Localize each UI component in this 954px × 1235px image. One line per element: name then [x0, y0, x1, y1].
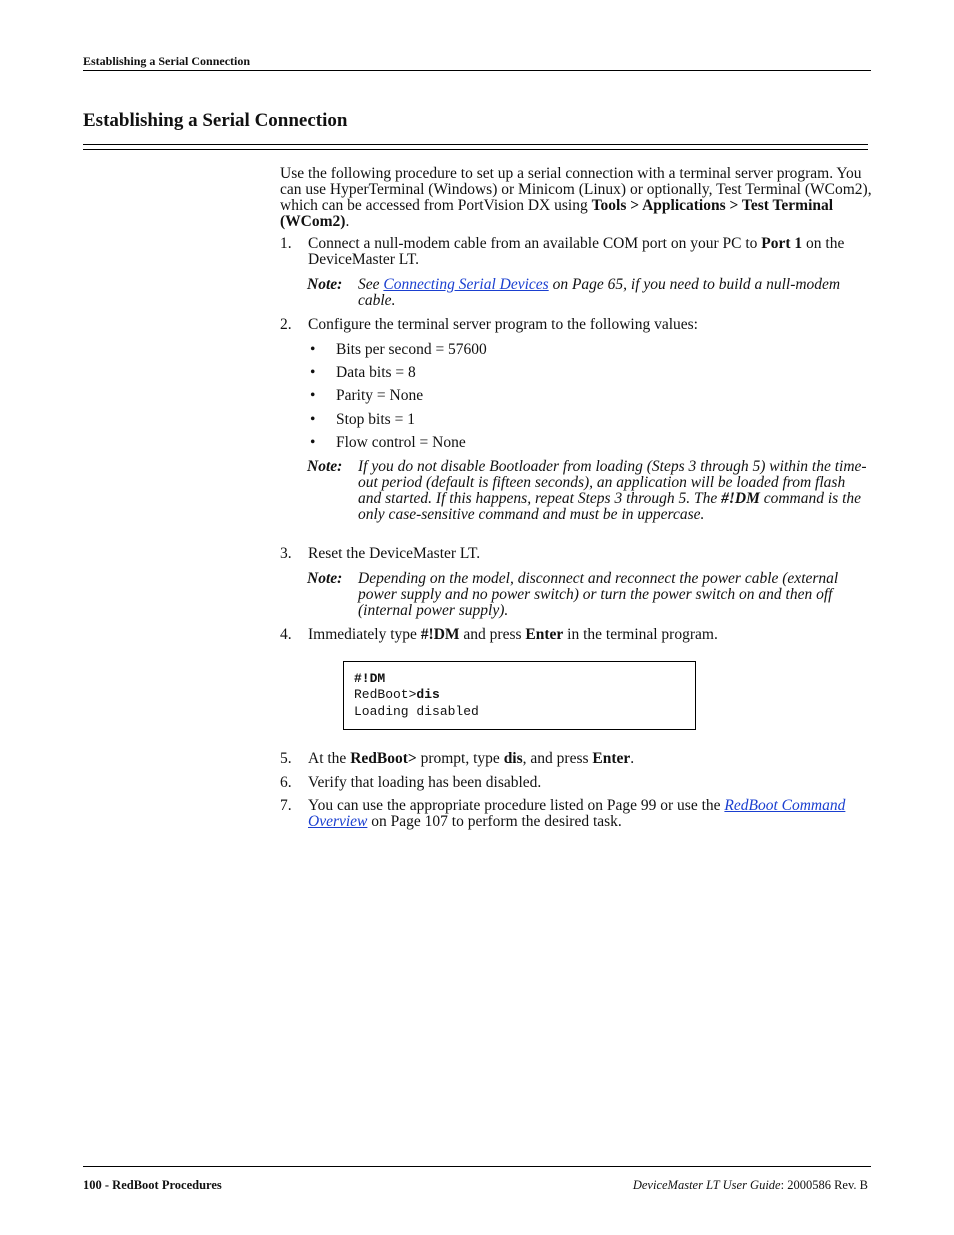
note-1-label: Note:	[307, 276, 343, 293]
bullet-2-marker: •	[310, 364, 316, 381]
code-line-1: #!DM	[354, 671, 386, 686]
title-rule-upper	[83, 144, 868, 145]
step-1-text-a: Connect a null-modem cable from an available COM port on your PC to	[308, 235, 762, 252]
note-2-text-a: If you do not disable Bootloader from loading (Steps 3 through 5) within the time-out period (default is fifteen seconds), an application will be loaded from flash and started. If this happens, repeat Steps 3 through 5. The	[358, 458, 867, 507]
footer-doc-title: DeviceMaster LT User Guide	[632, 1178, 781, 1192]
step-4-text-b: and press	[459, 626, 526, 643]
step-4-key: Enter	[525, 626, 564, 643]
note-3-text: Depending on the model, disconnect and reconnect the power cable (external power supply and no power switch) or turn the power switch on and then off (internal power supply).	[358, 570, 839, 619]
step-2-number: 2.	[280, 316, 292, 333]
step-7-text-a: You can use the appropriate procedure listed on Page 99 or use the	[308, 797, 725, 814]
step-2-text: Configure the terminal server program to the following values:	[308, 316, 698, 333]
intro-text: Use the following procedure to set up a serial connection with a terminal server program. You can use HyperTerminal (Windows) or Minicom (Linux) or optionally, Test Terminal (WCom2), which can be accessed from PortVision DX using	[280, 165, 872, 214]
running-head: Establishing a Serial Connection	[83, 54, 251, 68]
title-rule-lower	[83, 149, 868, 150]
bullet-3-marker: •	[310, 387, 316, 404]
note-2-label: Note:	[307, 458, 343, 475]
step-3-number: 3.	[280, 545, 292, 562]
footer-page-section: 100 - RedBoot Procedures	[83, 1178, 222, 1192]
intro-paragraph	[280, 166, 872, 230]
step-5-key: Enter	[592, 750, 631, 767]
footer-doc-info	[633, 1178, 868, 1193]
step-4-text	[308, 627, 873, 643]
step-5-command: dis	[503, 750, 523, 767]
bullet-1-marker: •	[310, 341, 316, 358]
step-4-command: #!DM	[420, 626, 460, 643]
step-7-text	[308, 798, 863, 830]
bullet-5-text: Flow control = None	[336, 434, 466, 451]
step-6-number: 6.	[280, 774, 292, 791]
note-3-label: Note:	[307, 570, 343, 587]
code-command: dis	[416, 687, 440, 702]
step-1-port: Port 1	[761, 235, 803, 252]
footer-doc-rev: : 2000586 Rev. B	[780, 1178, 868, 1192]
intro-menu-path: Tools > Applications > Test Terminal (WCom2)	[280, 197, 834, 230]
step-5-prompt: RedBoot>	[350, 750, 417, 767]
footer-rule	[83, 1166, 871, 1167]
step-6-text: Verify that loading has been disabled.	[308, 774, 542, 791]
step-1-text-b: on the DeviceMaster LT.	[308, 235, 845, 268]
code-line-3: Loading disabled	[354, 704, 479, 719]
code-prompt: RedBoot>	[354, 687, 417, 702]
header-rule	[83, 70, 871, 71]
bullet-1-text: Bits per second = 57600	[336, 341, 487, 358]
step-7-number: 7.	[280, 797, 292, 814]
step-7-text-b: on Page 107 to perform the desired task.	[367, 813, 622, 830]
bullet-5-marker: •	[310, 434, 316, 451]
step-1-text	[308, 236, 873, 268]
bullet-4-marker: •	[310, 411, 316, 428]
intro-text-end: .	[345, 213, 350, 230]
note-1-text	[358, 277, 870, 309]
code-line-2	[354, 687, 440, 704]
step-3-text: Reset the DeviceMaster LT.	[308, 545, 481, 562]
section-title: Establishing a Serial Connection	[83, 110, 348, 131]
note-2-text-b: command is the only case-sensitive command and must be in uppercase.	[358, 490, 862, 523]
note-2-command: #!DM	[721, 490, 760, 507]
note-1-text-a: See	[358, 276, 384, 293]
step-5-text-a: At the	[308, 750, 351, 767]
step-5-text	[308, 751, 873, 767]
note-1-text-b: on Page 65, if you need to build a null-modem cable.	[358, 276, 841, 309]
step-4-number: 4.	[280, 626, 292, 643]
connecting-serial-devices-link[interactable]: Connecting Serial Devices	[383, 276, 549, 293]
step-5-text-c: , and press	[522, 750, 593, 767]
step-5-number: 5.	[280, 750, 292, 767]
redboot-command-overview-link[interactable]: RedBoot Command Overview	[308, 797, 846, 830]
bullet-4-text: Stop bits = 1	[336, 411, 415, 428]
step-5-text-b: prompt, type	[416, 750, 504, 767]
step-4-text-c: in the terminal program.	[563, 626, 718, 643]
step-5-text-d: .	[630, 750, 635, 767]
bullet-3-text: Parity = None	[336, 387, 424, 404]
note-2-text	[358, 459, 870, 523]
step-4-text-a: Immediately type	[308, 626, 421, 643]
step-1-number: 1.	[280, 235, 292, 252]
bullet-2-text: Data bits = 8	[336, 364, 416, 381]
